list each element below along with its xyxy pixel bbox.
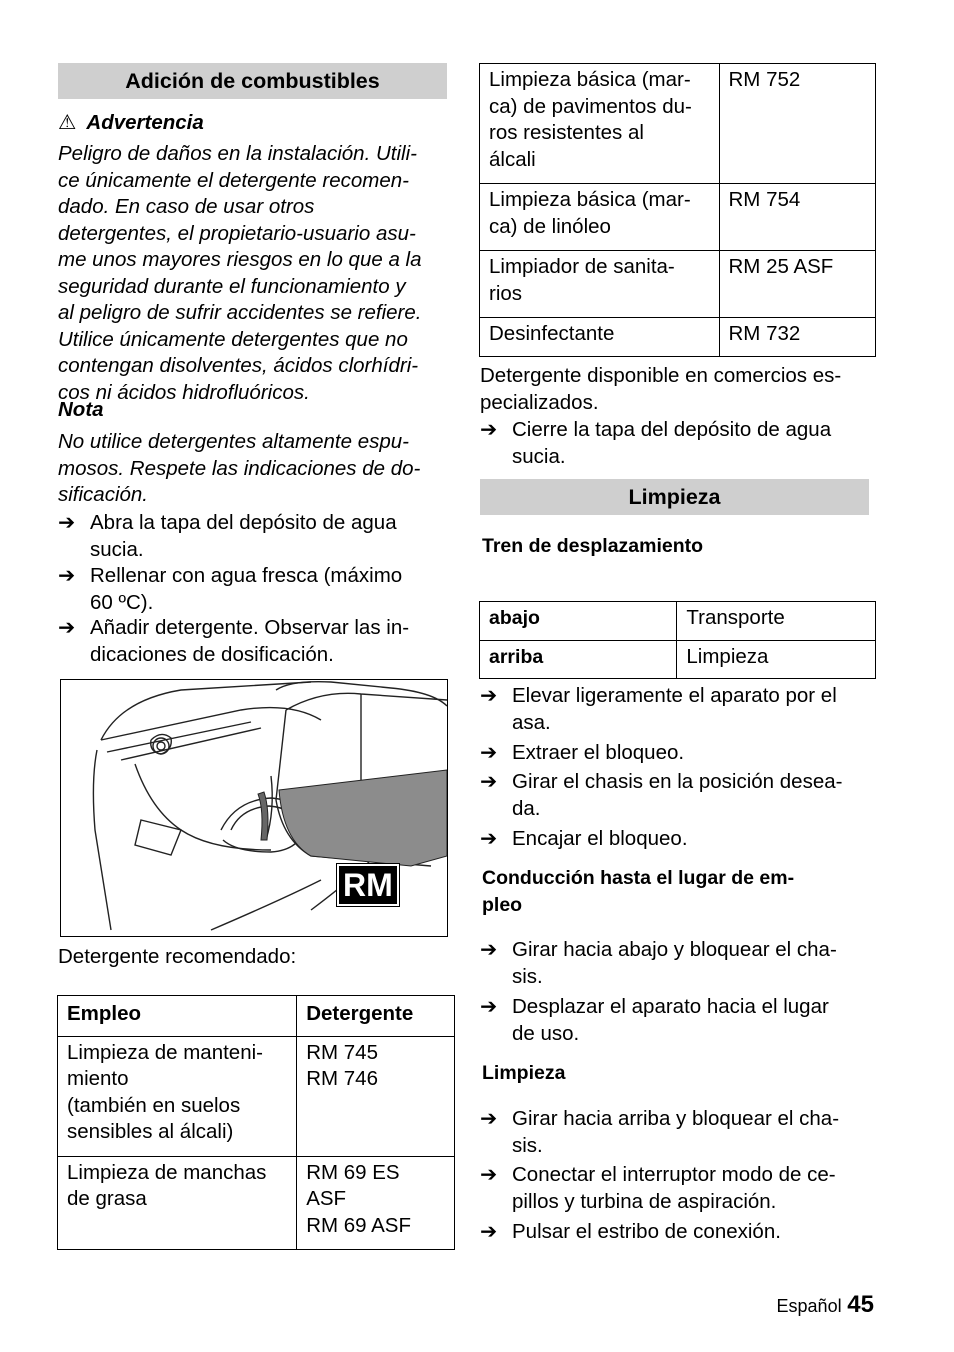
available-note	[480, 363, 841, 416]
step-line: sis.	[512, 964, 543, 988]
position-table	[479, 601, 876, 679]
subheading-line: pleo	[482, 894, 523, 916]
step-line: Rellenar con agua fresca (máximo	[90, 564, 403, 587]
step-lower-chassis	[480, 937, 837, 990]
warning-line: dado. En caso de usar otros	[58, 195, 315, 218]
arrow-icon: ➔	[480, 938, 498, 961]
table-header-row	[58, 996, 455, 1037]
arrow-icon: ➔	[480, 741, 498, 764]
table-row	[480, 184, 876, 251]
step-line: Girar el chasis en la posición desea-	[512, 770, 843, 793]
step-line: asa.	[512, 710, 551, 734]
arrow-icon: ➔	[58, 511, 76, 534]
page-number: 45	[847, 1291, 874, 1318]
section-title-limpieza: Limpieza	[480, 479, 869, 515]
detergent-fill-illustration	[60, 679, 448, 937]
step-line: Pulsar el estribo de conexión.	[512, 1220, 781, 1243]
step-line: Encajar el bloqueo.	[512, 827, 688, 850]
warning-line: ce únicamente el detergente recomen-	[58, 168, 409, 192]
step-line: pillos y turbina de aspiración.	[512, 1189, 777, 1213]
header-detergente: Detergente	[297, 996, 455, 1037]
cell-line: Limpiador de sanita-	[489, 255, 675, 278]
arrow-icon: ➔	[480, 995, 498, 1018]
warning-line: Peligro de daños en la instalación. Utili-	[58, 142, 417, 165]
arrow-icon: ➔	[58, 564, 76, 587]
step-extract-lock	[480, 740, 684, 767]
cell-line: rios	[489, 281, 523, 305]
page-footer	[777, 1292, 874, 1320]
section-title-adicion: Adición de combustibles	[58, 63, 447, 99]
arrow-icon: ➔	[480, 1107, 498, 1130]
detergent-table-right	[479, 63, 876, 357]
warning-line: detergentes, el propietario-usuario asu-	[58, 221, 416, 245]
arrow-icon: ➔	[480, 418, 498, 441]
step-line: dicaciones de dosificación.	[90, 642, 334, 666]
note-line: No utilice detergentes altamente espu-	[58, 430, 409, 453]
table-row	[480, 64, 876, 184]
recommended-label: Detergente recomendado:	[58, 945, 297, 968]
cell-line: RM 69 ASF	[306, 1213, 411, 1237]
table-cell-use	[480, 184, 720, 251]
note-line: mosos. Respete las indicaciones de do-	[58, 456, 421, 480]
note-title: Nota	[58, 398, 104, 421]
table-row	[480, 251, 876, 318]
cell-line: de grasa	[67, 1187, 147, 1210]
arrow-icon: ➔	[58, 616, 76, 639]
step-line: da.	[512, 796, 541, 820]
warning-text	[58, 141, 422, 406]
mode-cell: Limpieza	[677, 640, 876, 679]
available-line: pecializados.	[480, 390, 599, 414]
cell-line: RM 745	[306, 1040, 378, 1064]
table-cell-use	[58, 1156, 297, 1250]
rm-badge: RM	[337, 864, 399, 906]
warning-icon: ⚠	[58, 111, 77, 134]
cell-line: RM 746	[306, 1067, 378, 1090]
position-cell: abajo	[480, 602, 677, 641]
step-rotate-chassis	[480, 769, 842, 822]
cell-line: (también en suelos	[67, 1093, 241, 1117]
warning-line: al peligro de sufrir accidentes se refiere.	[58, 301, 422, 324]
step-line: sis.	[512, 1133, 543, 1157]
warning-line: Utilice únicamente detergentes que no	[58, 327, 408, 351]
cell-line: miento	[67, 1067, 129, 1090]
cell-line: Limpieza de manchas	[67, 1160, 267, 1184]
step-line: Girar hacia arriba y bloquear el cha-	[512, 1107, 840, 1130]
step-press-bail	[480, 1219, 781, 1246]
step-close-lid	[480, 417, 831, 470]
arrow-icon: ➔	[480, 1220, 498, 1243]
step-line: de uso.	[512, 1021, 580, 1045]
step-move-device	[480, 994, 829, 1047]
note-text	[58, 429, 420, 509]
table-cell-use	[480, 318, 720, 357]
table-cell-detergent	[297, 1036, 455, 1156]
table-cell-detergent: RM 25 ASF	[719, 251, 876, 318]
subheading-conduccion	[482, 865, 794, 919]
warning-line: cos ni ácidos hidrofluóricos.	[58, 380, 310, 404]
table-row	[480, 602, 876, 641]
subheading-limpieza: Limpieza	[482, 1062, 566, 1084]
table-cell-use	[58, 1036, 297, 1156]
table-row	[480, 640, 876, 679]
step-line: sucia.	[512, 444, 566, 468]
warning-line: me unos mayores riesgos en lo que a la	[58, 248, 422, 271]
mode-cell: Transporte	[677, 602, 876, 641]
table-cell-detergent	[297, 1156, 455, 1250]
step-line: Desplazar el aparato hacia el lugar	[512, 995, 829, 1018]
step-line: Cierre la tapa del depósito de agua	[512, 418, 832, 441]
subheading-tren: Tren de desplazamiento	[482, 535, 704, 557]
cell-line: Desinfectante	[489, 322, 615, 345]
step-switch-on	[480, 1162, 836, 1215]
warning-title: Advertencia	[86, 111, 204, 134]
table-cell-detergent: RM 752	[719, 64, 876, 184]
step-engage-lock	[480, 826, 688, 853]
cell-line: Limpieza básica (mar-	[489, 188, 691, 211]
step-raise-chassis	[480, 1106, 839, 1159]
step-line: sucia.	[90, 537, 144, 561]
detergent-table-left	[57, 995, 455, 1250]
warning-heading	[58, 110, 204, 137]
table-cell-use	[480, 64, 720, 184]
step-open-lid	[58, 510, 397, 563]
cell-line: ca) de linóleo	[489, 214, 611, 238]
step-line: Elevar ligeramente el aparato por el	[512, 684, 837, 707]
arrow-icon: ➔	[480, 770, 498, 793]
position-cell: arriba	[480, 640, 677, 679]
table-cell-detergent: RM 732	[719, 318, 876, 357]
table-row	[58, 1036, 455, 1156]
arrow-icon: ➔	[480, 827, 498, 850]
cell-line: álcali	[489, 147, 536, 171]
table-row	[480, 318, 876, 357]
warning-line: contengan disolventes, ácidos clorhídri-	[58, 354, 419, 377]
table-row	[58, 1156, 455, 1250]
cell-line: sensibles al álcali)	[67, 1120, 234, 1143]
cell-line: RM 69 ES	[306, 1160, 400, 1184]
header-empleo: Empleo	[58, 996, 297, 1037]
step-line: Girar hacia abajo y bloquear el cha-	[512, 938, 837, 961]
step-line: Extraer el bloqueo.	[512, 741, 685, 764]
footer-language: Español	[776, 1296, 842, 1316]
cell-line: ASF	[306, 1187, 347, 1210]
arrow-icon: ➔	[480, 1163, 498, 1186]
step-add-detergent	[58, 615, 409, 668]
step-line: 60 ºC).	[90, 590, 154, 614]
step-fill-water	[58, 563, 402, 616]
warning-line: seguridad durante el funcionamiento y	[58, 274, 406, 298]
cell-line: ros resistentes al	[489, 121, 644, 144]
arrow-icon: ➔	[480, 684, 498, 707]
subheading-line: Conducción hasta el lugar de em-	[482, 867, 795, 889]
note-line: sificación.	[58, 483, 149, 506]
cell-line: Limpieza básica (mar-	[489, 68, 691, 91]
table-cell-use	[480, 251, 720, 318]
table-cell-detergent: RM 754	[719, 184, 876, 251]
step-line: Añadir detergente. Observar las in-	[90, 616, 410, 639]
available-line: Detergente disponible en comercios es-	[480, 364, 842, 387]
cell-line: ca) de pavimentos du-	[489, 94, 692, 118]
step-line: Conectar el interruptor modo de ce-	[512, 1163, 836, 1186]
cell-line: Limpieza de manteni-	[67, 1040, 263, 1064]
step-lift	[480, 683, 837, 736]
step-line: Abra la tapa del depósito de agua	[90, 511, 397, 534]
